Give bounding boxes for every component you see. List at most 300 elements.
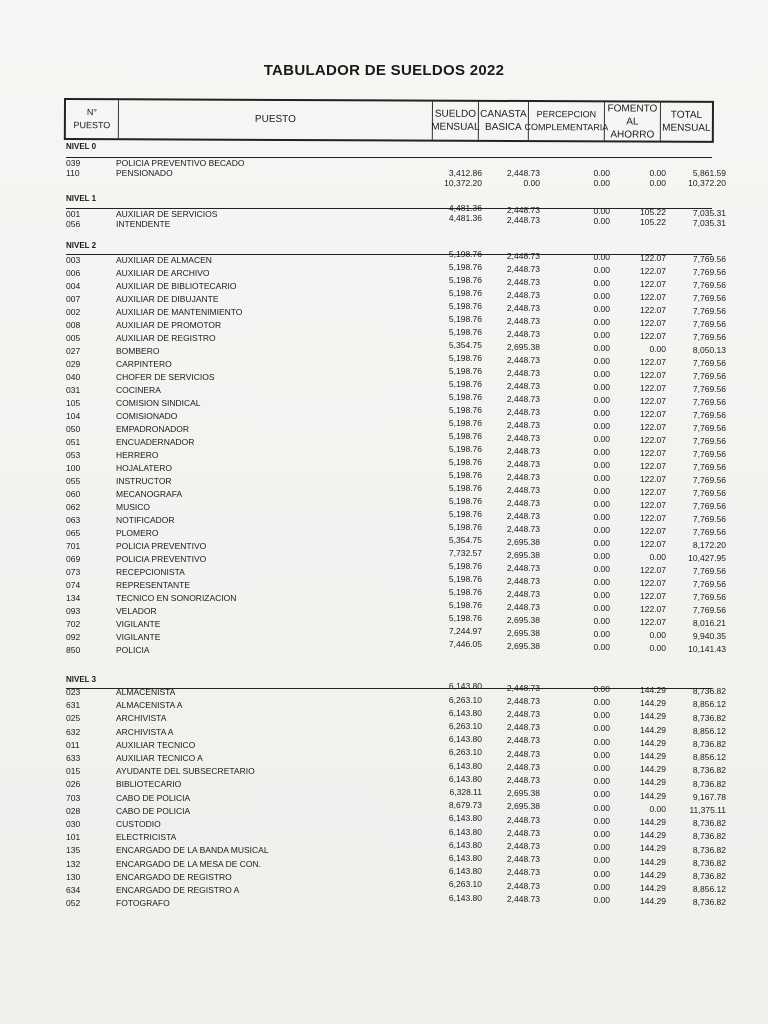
complementary-perception: 0.00	[593, 537, 610, 548]
position-code: 030	[66, 819, 81, 829]
basic-basket: 2,448.73	[506, 445, 540, 456]
position-code: 069	[66, 554, 81, 564]
monthly-total: 7,769.56	[692, 319, 726, 330]
position-code: 008	[66, 320, 81, 330]
position-name: VIGILANTE	[116, 619, 161, 629]
savings-fund: 122.07	[640, 331, 666, 341]
position-code: 023	[66, 687, 81, 697]
savings-fund: 144.29	[640, 685, 666, 695]
monthly-total: 7,769.56	[692, 306, 726, 317]
position-name: COCINERA	[116, 385, 161, 395]
level-label: NIVEL 0	[66, 142, 97, 151]
complementary-perception: 0.00	[593, 802, 610, 813]
savings-fund: 122.07	[640, 474, 666, 484]
position-code: 105	[66, 398, 81, 408]
position-code: 027	[66, 346, 81, 356]
basic-basket: 2,448.73	[506, 432, 540, 443]
monthly-salary: 5,198.76	[448, 483, 482, 494]
header-canasta-line1: CANASTA	[480, 108, 527, 121]
monthly-salary: 6,143.80	[448, 892, 482, 903]
monthly-total: 7,769.56	[692, 267, 726, 278]
position-name: POLICIA PREVENTIVO BECADO	[116, 158, 245, 168]
monthly-salary: 5,198.76	[448, 353, 482, 364]
position-name: ENCARGADO DE REGISTRO	[116, 871, 232, 882]
complementary-perception: 0.00	[593, 446, 610, 457]
basic-basket: 2,448.73	[506, 393, 540, 404]
savings-fund: 122.07	[640, 461, 666, 471]
savings-fund: 122.07	[640, 279, 666, 289]
savings-fund: 122.07	[640, 409, 666, 419]
monthly-salary: 6,143.80	[448, 773, 482, 784]
basic-basket: 2,448.73	[506, 302, 540, 313]
monthly-salary: 5,354.75	[448, 535, 482, 546]
monthly-total: 8,736.82	[692, 844, 726, 855]
header-sueldo-line1: SUELDO	[434, 108, 477, 120]
savings-fund: 0.00	[649, 344, 666, 354]
complementary-perception: 0.00	[593, 524, 610, 535]
basic-basket: 2,695.38	[506, 341, 540, 352]
savings-fund: 122.07	[640, 604, 666, 614]
complementary-perception: 0.00	[593, 420, 610, 431]
monthly-total: 7,769.56	[692, 293, 726, 304]
position-code: 703	[66, 792, 81, 803]
table-row	[66, 639, 726, 658]
position-code: 055	[66, 476, 81, 486]
basic-basket: 2,448.73	[506, 748, 540, 759]
savings-fund: 122.07	[640, 318, 666, 328]
complementary-perception: 0.00	[593, 763, 610, 773]
complementary-perception: 0.00	[593, 355, 610, 366]
position-name: AUXILIAR DE ALMACEN	[116, 255, 212, 265]
monthly-salary: 5,198.76	[448, 457, 482, 468]
monthly-total: 8,016.21	[692, 618, 726, 629]
monthly-salary: 6,263.10	[448, 747, 482, 758]
position-name: INSTRUCTOR	[116, 476, 172, 486]
header-sueldo-line2: MENSUAL	[431, 121, 480, 133]
position-code: 060	[66, 489, 81, 499]
monthly-total: 7,769.56	[692, 527, 726, 538]
savings-fund: 144.29	[640, 843, 666, 854]
position-name: AUXILIAR DE BIBLIOTECARIO	[116, 281, 237, 291]
monthly-total: 11,375.11	[689, 805, 726, 815]
position-code: 051	[66, 437, 81, 447]
monthly-salary: 5,354.75	[448, 340, 482, 351]
savings-fund: 144.29	[640, 856, 666, 867]
savings-fund: 0.00	[649, 552, 666, 562]
complementary-perception: 0.00	[593, 723, 610, 734]
position-name: AUXILIAR DE PROMOTOR	[116, 320, 222, 330]
savings-fund: 122.07	[640, 292, 666, 302]
position-code: 053	[66, 450, 81, 460]
header-total-line1: TOTAL	[670, 109, 703, 121]
basic-basket: 2,448.73	[506, 367, 540, 378]
position-name: HERRERO	[116, 450, 159, 460]
basic-basket: 2,448.73	[506, 601, 540, 612]
header-fomento-line2: AL AHORRO	[610, 115, 655, 141]
monthly-total: 7,035.31	[692, 218, 726, 229]
monthly-total: 8,736.82	[692, 712, 726, 723]
complementary-perception: 0.00	[593, 868, 610, 879]
position-name: AUXILIAR DE ARCHIVO	[116, 268, 210, 278]
complementary-perception: 0.00	[593, 433, 610, 444]
position-code: 093	[66, 606, 81, 616]
header-total-line2: MENSUAL	[662, 122, 711, 134]
position-name: ARCHIVISTA	[116, 713, 167, 724]
monthly-salary: 5,198.76	[448, 613, 482, 624]
position-name: POLICIA	[116, 645, 150, 655]
monthly-salary: 5,198.76	[448, 470, 482, 481]
basic-basket: 2,448.73	[506, 827, 540, 838]
monthly-total: 8,736.82	[692, 871, 726, 881]
position-code: 039	[66, 158, 81, 168]
complementary-perception: 0.00	[593, 316, 610, 327]
basic-basket: 2,448.73	[506, 419, 540, 430]
monthly-salary: 5,198.76	[448, 496, 482, 507]
savings-fund: 122.07	[640, 448, 666, 458]
complementary-perception: 0.00	[593, 615, 610, 626]
basic-basket: 2,448.73	[506, 575, 540, 586]
basic-basket: 2,695.38	[506, 788, 540, 799]
position-name: ALMACENISTA	[116, 687, 176, 697]
monthly-total: 7,769.56	[692, 280, 726, 291]
basic-basket: 2,448.73	[506, 761, 540, 772]
basic-basket: 2,448.73	[506, 328, 540, 339]
position-name: COMISION SINDICAL	[116, 398, 201, 408]
monthly-salary: 5,198.76	[448, 366, 482, 377]
monthly-salary: 3,412.86	[448, 168, 482, 178]
complementary-perception: 0.00	[593, 602, 610, 613]
basic-basket: 2,448.73	[506, 867, 540, 878]
position-code: 006	[66, 268, 81, 278]
monthly-total: 8,736.82	[692, 831, 726, 842]
position-name: AUXILIAR DE REGISTRO	[116, 333, 216, 343]
monthly-total: 9,940.35	[692, 631, 726, 642]
monthly-total: 8,736.82	[692, 897, 726, 908]
monthly-salary: 5,198.76	[448, 444, 482, 455]
monthly-salary: 5,198.76	[448, 418, 482, 429]
document-title: TABULADOR DE SUELDOS 2022	[263, 62, 505, 79]
savings-fund: 122.07	[640, 500, 666, 510]
basic-basket: 2,448.73	[506, 510, 540, 521]
position-name: ALMACENISTA A	[116, 700, 183, 711]
position-code: 104	[66, 411, 81, 421]
monthly-salary: 6,143.80	[448, 866, 482, 877]
position-name: ARCHIVISTA A	[116, 726, 174, 737]
monthly-salary: 5,198.76	[448, 509, 482, 520]
position-name: INTENDENTE	[116, 219, 171, 229]
savings-fund: 105.22	[640, 207, 666, 217]
savings-fund: 105.22	[640, 217, 666, 227]
header-canasta-line2: BASICA	[485, 121, 522, 133]
complementary-perception: 0.00	[593, 697, 610, 707]
savings-fund: 144.29	[640, 724, 666, 735]
complementary-perception: 0.00	[593, 749, 610, 760]
complementary-perception: 0.00	[593, 736, 610, 747]
savings-fund: 144.29	[640, 777, 666, 788]
complementary-perception: 0.00	[593, 329, 610, 340]
complementary-perception: 0.00	[593, 789, 610, 800]
position-code: 110	[66, 168, 80, 178]
position-code: 132	[66, 858, 81, 869]
monthly-total: 7,769.56	[692, 449, 726, 460]
position-name: FOTOGRAFO	[116, 898, 170, 909]
monthly-total: 8,856.12	[692, 752, 726, 763]
basic-basket: 2,448.73	[506, 497, 540, 508]
position-name: VELADOR	[116, 606, 157, 616]
basic-basket: 2,448.73	[506, 168, 540, 178]
savings-fund: 122.07	[640, 487, 666, 497]
position-name: POLICIA PREVENTIVO	[116, 541, 207, 551]
monthly-total: 7,769.56	[692, 423, 726, 434]
savings-fund: 0.00	[649, 168, 666, 178]
monthly-salary: 6,143.80	[448, 707, 482, 718]
monthly-salary: 5,198.76	[448, 522, 482, 533]
savings-fund: 122.07	[640, 565, 666, 575]
position-code: 029	[66, 359, 81, 369]
monthly-salary: 5,198.76	[448, 275, 482, 286]
monthly-total: 7,769.56	[692, 514, 726, 525]
monthly-total: 8,172.20	[692, 540, 726, 551]
monthly-total: 8,736.82	[692, 818, 726, 829]
position-code: 002	[66, 307, 81, 317]
complementary-perception: 0.00	[593, 459, 610, 470]
complementary-perception: 0.00	[593, 589, 610, 600]
position-code: 134	[66, 593, 81, 603]
position-code: 130	[66, 871, 81, 882]
monthly-total: 10,427.95	[688, 553, 726, 564]
monthly-total: 8,736.82	[692, 765, 726, 776]
monthly-salary: 6,143.80	[448, 826, 482, 837]
position-code: 092	[66, 632, 81, 642]
position-code: 007	[66, 294, 81, 304]
table-row	[66, 178, 726, 191]
savings-fund: 144.29	[640, 711, 666, 722]
monthly-total: 7,769.56	[692, 384, 726, 395]
position-name: EMPADRONADOR	[116, 424, 190, 434]
complementary-perception: 0.00	[593, 563, 610, 574]
monthly-salary: 5,198.76	[448, 431, 482, 442]
basic-basket: 2,695.38	[506, 536, 540, 547]
savings-fund: 122.07	[640, 422, 666, 432]
position-name: ENCARGADO DE LA MESA DE CON.	[116, 858, 262, 869]
position-name: CUSTODIO	[116, 819, 161, 829]
savings-fund: 0.00	[649, 643, 666, 653]
position-name: CABO DE POLICIA	[116, 792, 191, 803]
basic-basket: 2,448.73	[506, 471, 540, 482]
complementary-perception: 0.00	[593, 251, 610, 262]
level-label: NIVEL 3	[66, 675, 97, 684]
position-code: 004	[66, 281, 81, 291]
savings-fund: 144.29	[640, 698, 666, 709]
savings-fund: 122.07	[640, 591, 666, 601]
position-name: AUXILIAR TECNICO A	[116, 753, 203, 763]
position-code: 073	[66, 567, 81, 577]
savings-fund: 144.29	[640, 869, 666, 880]
monthly-total: 8,050.13	[692, 345, 726, 356]
header-numero-line1: N°	[86, 107, 98, 118]
position-name: AYUDANTE DEL SUBSECRETARIO	[116, 766, 255, 777]
monthly-salary: 6,143.80	[448, 734, 482, 745]
monthly-total: 8,736.82	[692, 686, 726, 697]
complementary-perception: 0.00	[593, 472, 610, 483]
complementary-perception: 0.00	[593, 628, 610, 639]
savings-fund: 122.07	[640, 266, 666, 276]
position-name: RECEPCIONISTA	[116, 567, 185, 577]
monthly-salary: 5,198.76	[448, 288, 482, 299]
position-name: NOTIFICADOR	[116, 515, 175, 525]
monthly-salary: 10,372.20	[444, 178, 482, 188]
position-code: 702	[66, 619, 81, 629]
header-puesto-label: PUESTO	[254, 113, 296, 126]
complementary-perception: 0.00	[593, 215, 610, 226]
basic-basket: 0.00	[523, 178, 540, 188]
savings-fund: 144.29	[640, 751, 666, 761]
position-code: 056	[66, 219, 81, 229]
savings-fund: 122.07	[640, 617, 666, 627]
position-name: ENCARGADO DE REGISTRO A	[116, 885, 240, 895]
monthly-salary: 4,481.36	[448, 203, 482, 214]
complementary-perception: 0.00	[593, 683, 610, 694]
monthly-total: 8,856.12	[692, 725, 726, 736]
monthly-total: 7,769.56	[692, 488, 726, 499]
monthly-salary: 5,198.76	[448, 262, 482, 273]
complementary-perception: 0.00	[593, 407, 610, 418]
savings-fund: 122.07	[640, 305, 666, 315]
basic-basket: 2,448.73	[506, 841, 540, 851]
monthly-salary: 6,143.80	[448, 839, 482, 850]
complementary-perception: 0.00	[593, 485, 610, 496]
basic-basket: 2,448.73	[506, 562, 540, 573]
basic-basket: 2,695.38	[506, 801, 540, 812]
monthly-salary: 7,732.57	[448, 548, 482, 559]
basic-basket: 2,448.73	[506, 880, 540, 891]
position-code: 850	[66, 645, 81, 655]
monthly-salary: 5,198.76	[448, 405, 482, 416]
position-code: 631	[66, 700, 81, 711]
complementary-perception: 0.00	[593, 381, 610, 392]
monthly-total: 7,769.56	[692, 566, 726, 577]
basic-basket: 2,448.73	[506, 354, 540, 365]
position-name: BIBLIOTECARIO	[116, 779, 182, 790]
table-row	[66, 892, 726, 911]
position-code: 026	[66, 779, 81, 790]
position-code: 135	[66, 845, 81, 856]
complementary-perception: 0.00	[593, 168, 610, 178]
basic-basket: 2,448.73	[506, 204, 540, 215]
savings-fund: 144.29	[640, 764, 666, 775]
savings-fund: 144.29	[640, 896, 666, 907]
basic-basket: 2,448.73	[506, 214, 540, 225]
position-name: COMISIONADO	[116, 411, 178, 421]
position-code: 052	[66, 898, 81, 909]
monthly-total: 10,141.43	[688, 644, 726, 655]
monthly-salary: 5,198.76	[448, 301, 482, 312]
savings-fund: 122.07	[640, 396, 666, 406]
monthly-total: 7,769.56	[692, 462, 726, 473]
basic-basket: 2,448.73	[506, 484, 540, 495]
monthly-total: 8,736.82	[692, 857, 726, 868]
basic-basket: 2,448.73	[506, 588, 540, 599]
position-name: PENSIONADO	[116, 168, 173, 178]
monthly-total: 7,769.56	[692, 358, 726, 369]
monthly-salary: 5,198.76	[448, 379, 482, 390]
position-code: 065	[66, 528, 81, 538]
savings-fund: 122.07	[640, 435, 666, 445]
monthly-total: 7,769.56	[692, 332, 726, 343]
header-numero-line2: PUESTO	[73, 120, 111, 131]
position-name: CHOFER DE SERVICIOS	[116, 372, 215, 382]
complementary-perception: 0.00	[593, 550, 610, 561]
basic-basket: 2,448.73	[506, 735, 540, 746]
monthly-total: 7,769.56	[692, 605, 726, 616]
monthly-salary: 5,198.76	[448, 327, 482, 338]
monthly-total: 7,035.31	[692, 208, 726, 219]
complementary-perception: 0.00	[593, 290, 610, 301]
position-name: ELECTRICISTA	[116, 832, 177, 843]
basic-basket: 2,448.73	[506, 854, 540, 865]
position-code: 050	[66, 424, 81, 434]
position-code: 015	[66, 766, 81, 777]
header-fomento-line1: FOMENTO	[607, 102, 658, 115]
monthly-salary: 6,328.11	[449, 787, 482, 797]
position-name: CABO DE POLICIA	[116, 805, 191, 816]
monthly-salary: 6,263.10	[448, 879, 482, 890]
complementary-perception: 0.00	[593, 641, 610, 652]
position-code: 632	[66, 726, 81, 737]
position-code: 063	[66, 515, 81, 525]
basic-basket: 2,448.73	[506, 263, 540, 274]
savings-fund: 122.07	[640, 526, 666, 536]
savings-fund: 0.00	[649, 178, 666, 188]
position-code: 062	[66, 502, 81, 512]
monthly-salary: 5,198.76	[448, 249, 482, 260]
monthly-salary: 5,198.76	[448, 392, 482, 403]
monthly-total: 7,769.56	[692, 579, 726, 590]
complementary-perception: 0.00	[593, 576, 610, 587]
basic-basket: 2,448.73	[506, 682, 540, 693]
monthly-salary: 5,198.76	[448, 314, 482, 325]
monthly-salary: 5,198.76	[448, 561, 482, 572]
basic-basket: 2,448.73	[506, 406, 540, 417]
basic-basket: 2,448.73	[506, 315, 540, 326]
position-code: 003	[66, 255, 81, 265]
position-name: REPRESENTANTE	[116, 580, 190, 590]
monthly-total: 8,736.82	[692, 739, 726, 749]
position-name: POLICIA PREVENTIVO	[116, 554, 207, 564]
position-name: PLOMERO	[116, 528, 159, 538]
position-name: AUXILIAR DE DIBUJANTE	[116, 294, 219, 304]
monthly-total: 7,769.56	[692, 592, 726, 603]
basic-basket: 2,448.73	[506, 523, 540, 534]
position-name: VIGILANTE	[116, 632, 161, 642]
complementary-perception: 0.00	[593, 368, 610, 379]
monthly-salary: 6,143.80	[448, 681, 482, 692]
monthly-total: 7,769.56	[692, 475, 726, 486]
monthly-salary: 4,481.36	[448, 213, 482, 224]
basic-basket: 2,448.73	[506, 722, 540, 733]
monthly-total: 7,769.56	[692, 501, 726, 512]
savings-fund: 144.29	[640, 883, 666, 893]
monthly-total: 7,769.56	[692, 436, 726, 447]
position-code: 011	[66, 739, 80, 750]
position-name: ENCUADERNADOR	[116, 437, 195, 447]
basic-basket: 2,448.73	[506, 276, 540, 287]
monthly-salary: 8,679.73	[448, 800, 482, 811]
monthly-total: 9,167.78	[692, 791, 726, 802]
position-name: ENCARGADO DE LA BANDA MUSICAL	[116, 845, 269, 856]
complementary-perception: 0.00	[593, 710, 610, 721]
complementary-perception: 0.00	[593, 498, 610, 509]
